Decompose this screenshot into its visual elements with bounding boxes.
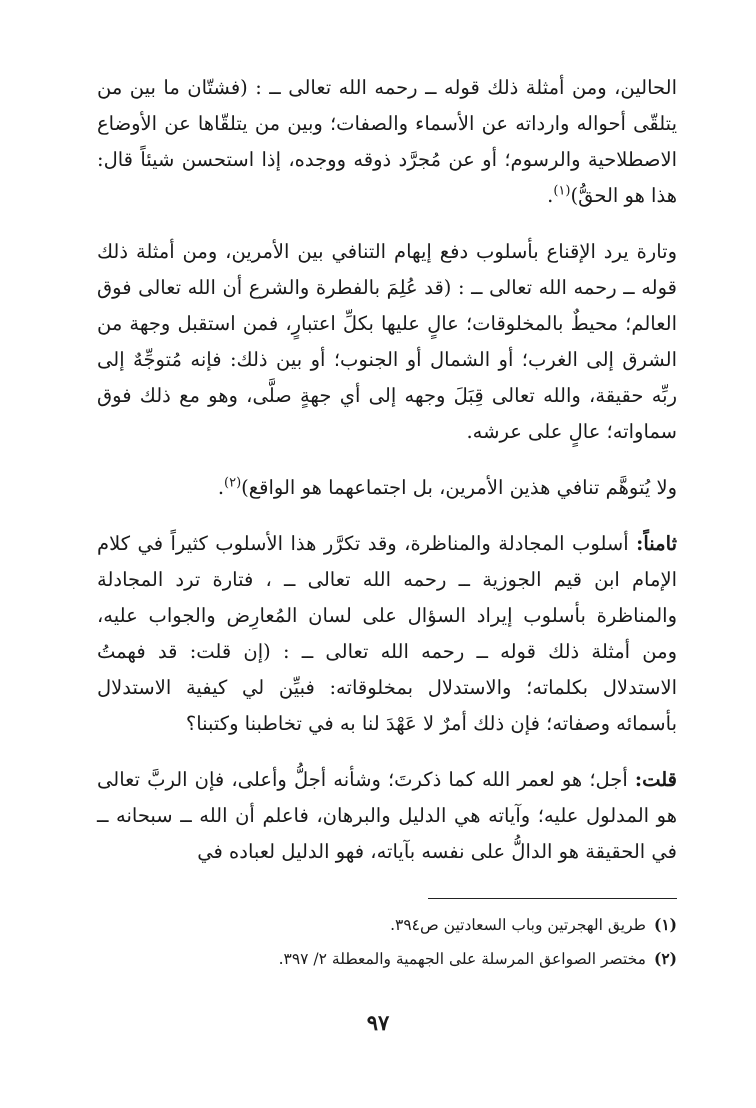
paragraph-3 [97,470,677,506]
paragraph-2 [97,234,677,450]
paragraph-4-text: أسلوب المجادلة والمناظرة، وقد تكرَّر هذا الأسلوب كثيراً في كلام الإمام ابن قيم الجوزية ــ رحمه الله تعالى ــ ، فتارة ترد المجادلة والمناظرة بأسلوب إيراد السؤال على لسان المُعارِض والجواب عليه، ومن أمثلة ذلك قوله ــ رحمه الله تعالى ــ : (إن قلت: قد فهمتُ الاستدلال بكلماته؛ والاستدلال بمخلوقاته: فبيِّن لي كيفية الاستدلال بأسمائه وصفاته؛ فإن ذلك أمرٌ لا عَهْدَ لنا به في تخاطبنا وكتبنا؟ [97,532,677,735]
footnote-1-number: (١) [653,915,677,934]
footnote-2-number: (٢) [653,949,677,968]
paragraph-3-text: ولا يُتوهَّم تنافي هذين الأمرين، بل اجتماعهما هو الواقع) [241,476,677,499]
paragraph-5 [97,762,677,870]
paragraph-1 [97,70,677,214]
paragraph-2-text: وتارة يرد الإقناع بأسلوب دفع إيهام التنافي بين الأمرين، ومن أمثلة ذلك قوله ــ رحمه الله تعالى ــ : (قد عُلِمَ بالفطرة والشرع أن الله تعالى فوق العالم؛ محيطٌ بالمخلوقات؛ عالٍ عليها بكلِّ اعتبارٍ، فمن استقبل وجهة من الشرق إلى الغرب؛ أو الشمال أو الجنوب؛ أو بين ذلك: فإنه مُتوجِّهٌ إلى ربِّه حقيقة، والله تعالى قِبَلَ وجهه إلى أي جهةٍ صلَّى، وهو مع ذلك فوق سماواته؛ عالٍ على عرشه. [97,240,677,443]
footnotes [97,908,677,976]
paragraph-1-text: الحالين، ومن أمثلة ذلك قوله ــ رحمه الله تعالى ــ : (فشتّان ما بين من يتلقّى أحواله وارداته عن الأسماء والصفات؛ وبين من يتلقّاها عن الأوضاع الاصطلاحية والرسوم؛ أو عن مُجرَّد ذوقه ووجده، إذا استحسن شيئاً قال: هذا هو الحقُّ) [97,76,677,207]
footnote-2 [97,942,677,976]
footnote-1 [97,908,677,942]
footnote-divider [428,898,677,899]
paragraph-3-end: . [217,476,225,499]
paragraph-5-lead: قلت: [634,768,677,791]
footnote-ref-2[interactable]: (٢) [224,475,242,491]
paragraph-5-text: أجل؛ هو لعمر الله كما ذكرتَ؛ وشأنه أجلُّ وأعلى، فإن الربَّ تعالى هو المدلول عليه؛ وآياته هي الدليل والبرهان، فاعلم أن الله ــ سبحانه ــ في الحقيقة هو الدالُّ على نفسه بآياته، فهو الدليل لعباده في [97,768,677,863]
page-number: ٩٧ [366,1010,390,1035]
main-text [97,70,677,870]
footnote-2-text: مختصر الصواعق المرسلة على الجهمية والمعطلة ٢/ ٣٩٧. [278,950,646,968]
paragraph-4-lead: ثامناً: [636,532,677,555]
paragraph-1-end: . [547,184,554,207]
footnote-1-text: طريق الهجرتين وباب السعادتين ص٣٩٤. [390,916,646,934]
paragraph-4 [97,526,677,742]
footnote-ref-1[interactable]: (١) [553,183,571,199]
